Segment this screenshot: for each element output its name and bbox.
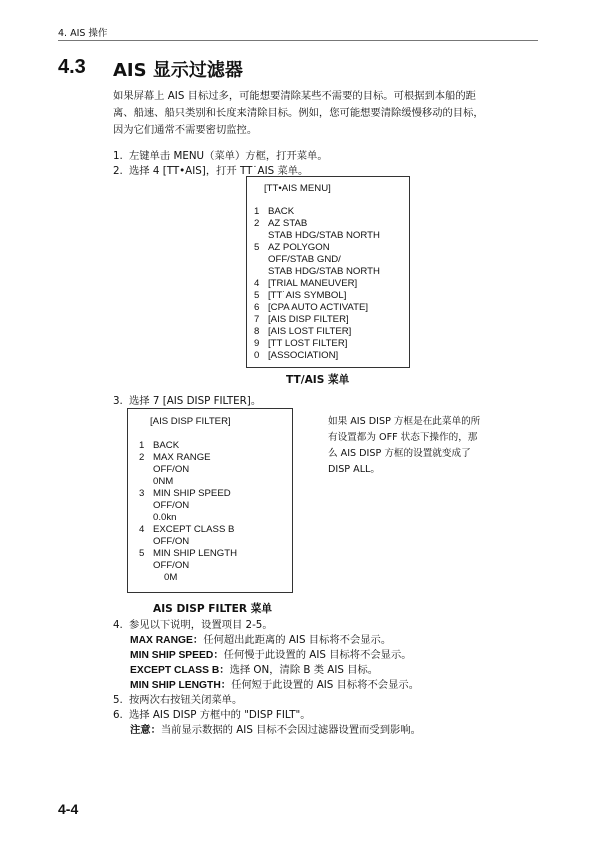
ttais-item-number: 8 (254, 326, 260, 337)
filter-item-number: 4 (139, 524, 145, 535)
ttais-menu-title: [TT•AIS MENU] (264, 183, 331, 194)
ttais-item-number: 7 (254, 314, 260, 325)
filter-item-label: BACK (153, 440, 180, 451)
ttais-item-label: [ASSOCIATION] (268, 350, 339, 361)
ttais-item-label: [TRIAL MANEUVER] (268, 278, 358, 289)
side-note-line: 么 AIS DISP 方框的设置就变成了 (328, 448, 471, 459)
term: MIN SHIP LENGTH： (130, 680, 232, 691)
note-label: 注意： (130, 725, 161, 736)
filter-item-label: OFF/ON (153, 536, 190, 547)
section-title: AIS 显示过滤器 (113, 60, 243, 81)
explanation-min-ship-speed (130, 646, 412, 661)
ttais-item-number: 2 (254, 218, 260, 229)
filter-item-label: 0NM (153, 476, 174, 487)
ttais-item-label: BACK (268, 206, 295, 217)
filter-item-label: MIN SHIP SPEED (153, 488, 231, 499)
side-note-line: DISP ALL。 (328, 464, 380, 475)
step-number: 1. (113, 150, 123, 162)
ttais-item-label: AZ POLYGON (268, 242, 330, 253)
filter-item-number: 3 (139, 488, 145, 499)
ttais-item-number: 0 (254, 350, 260, 361)
intro-line: 如果屏幕上 AIS 目标过多，可能想要清除某些不需要的目标。可根据到本船的距 (113, 90, 476, 102)
step-text: 按两次右按钮关闭菜单。 (129, 694, 243, 706)
description: 任何慢于此设置的 AIS 目标将不会显示。 (223, 649, 412, 661)
ttais-item-number: 5 (254, 290, 260, 301)
description: 选择 ON，清除 B 类 AIS 目标。 (229, 664, 379, 676)
step-4 (113, 616, 273, 631)
ttais-menu-caption: TT/AIS 菜单 (286, 374, 350, 386)
ttais-item-label: AZ STAB (268, 218, 308, 229)
filter-item-label: 0.0kn (153, 512, 177, 523)
term: MIN SHIP SPEED： (130, 650, 224, 661)
ais-filter-menu-caption: AIS DISP FILTER 菜单 (153, 603, 272, 615)
intro-line: 离、船速、船只类别和长度来清除目标。例如，您可能想要清除缓慢移动的目标， (113, 107, 484, 119)
filter-item-label: OFF/ON (153, 464, 190, 475)
step-number: 2. (113, 165, 123, 177)
side-note-line: 如果 AIS DISP 方框是在此菜单的所 (328, 416, 481, 427)
step-number: 5. (113, 694, 123, 706)
term: MAX RANGE： (130, 635, 204, 646)
step-number: 6. (113, 709, 123, 721)
ttais-item-number: 6 (254, 302, 260, 313)
filter-item-number: 2 (139, 452, 145, 463)
section-number: 4.3 (58, 56, 86, 78)
page-number: 4-4 (58, 801, 79, 817)
ais-filter-menu-title: [AIS DISP FILTER] (150, 416, 231, 427)
step-text: 参见以下说明，设置项目 2-5。 (129, 619, 273, 631)
filter-item-label: OFF/ON (153, 500, 190, 511)
explanation-max-range (130, 631, 391, 646)
ttais-item-label: [TT LOST FILTER] (268, 338, 348, 349)
side-note (328, 414, 506, 478)
ttais-item-label: [TT˙AIS SYMBOL] (268, 290, 347, 301)
running-header: 4. AIS 操作 (58, 28, 108, 39)
step-1 (113, 147, 328, 162)
ttais-item-label: OFF/STAB GND/ (268, 254, 341, 265)
ttais-menu-box (246, 176, 410, 368)
step-text: 左键单击 MENU（菜单）方框，打开菜单。 (129, 150, 328, 162)
explanation-min-ship-length (130, 676, 419, 691)
step-5 (113, 691, 242, 706)
intro-line: 因为它们通常不需要密切监控。 (113, 124, 258, 136)
intro-paragraph (113, 88, 533, 139)
step-text: 选择 AIS DISP 方框中的 "DISP FILT"。 (129, 709, 311, 721)
ttais-item-number: 9 (254, 338, 260, 349)
ttais-item-number: 5 (254, 242, 260, 253)
term: EXCEPT CLASS B： (130, 665, 230, 676)
filter-item-label: 0M (164, 572, 178, 583)
filter-item-number: 5 (139, 548, 145, 559)
explanation-except-class-b (130, 661, 378, 676)
step-number: 4. (113, 619, 123, 631)
filter-item-label: MIN SHIP LENGTH (153, 548, 238, 559)
step-number: 3. (113, 395, 123, 407)
ttais-item-label: [AIS DISP FILTER] (268, 314, 349, 325)
ais-filter-menu-box (127, 408, 293, 593)
filter-item-number: 1 (139, 440, 145, 451)
ttais-item-label: STAB HDG/STAB NORTH (268, 266, 380, 277)
ttais-item-number: 1 (254, 206, 260, 217)
ttais-item-label: [AIS LOST FILTER] (268, 326, 352, 337)
step-2 (113, 162, 308, 177)
note-text: 当前显示数据的 AIS 目标不会因过滤器设置而受到影响。 (160, 724, 421, 736)
filter-item-label: OFF/ON (153, 560, 190, 571)
step-text: 选择 7 [AIS DISP FILTER]。 (129, 395, 262, 407)
step-6 (113, 706, 311, 721)
step-text: 选择 4 [TT•AIS]，打开 TT˙AIS 菜单。 (129, 165, 309, 177)
description: 任何超出此距离的 AIS 目标将不会显示。 (203, 634, 392, 646)
filter-item-label: MAX RANGE (153, 452, 211, 463)
ttais-item-label: [CPA AUTO ACTIVATE] (268, 302, 369, 313)
side-note-line: 有设置都为 OFF 状态下操作的，那 (328, 432, 478, 443)
ttais-item-label: STAB HDG/STAB NORTH (268, 230, 380, 241)
ttais-item-number: 4 (254, 278, 260, 289)
filter-item-label: EXCEPT CLASS B (153, 524, 235, 535)
note (130, 721, 421, 736)
header-rule (58, 40, 538, 41)
description: 任何短于此设置的 AIS 目标将不会显示。 (231, 679, 419, 691)
step-3 (113, 392, 261, 407)
